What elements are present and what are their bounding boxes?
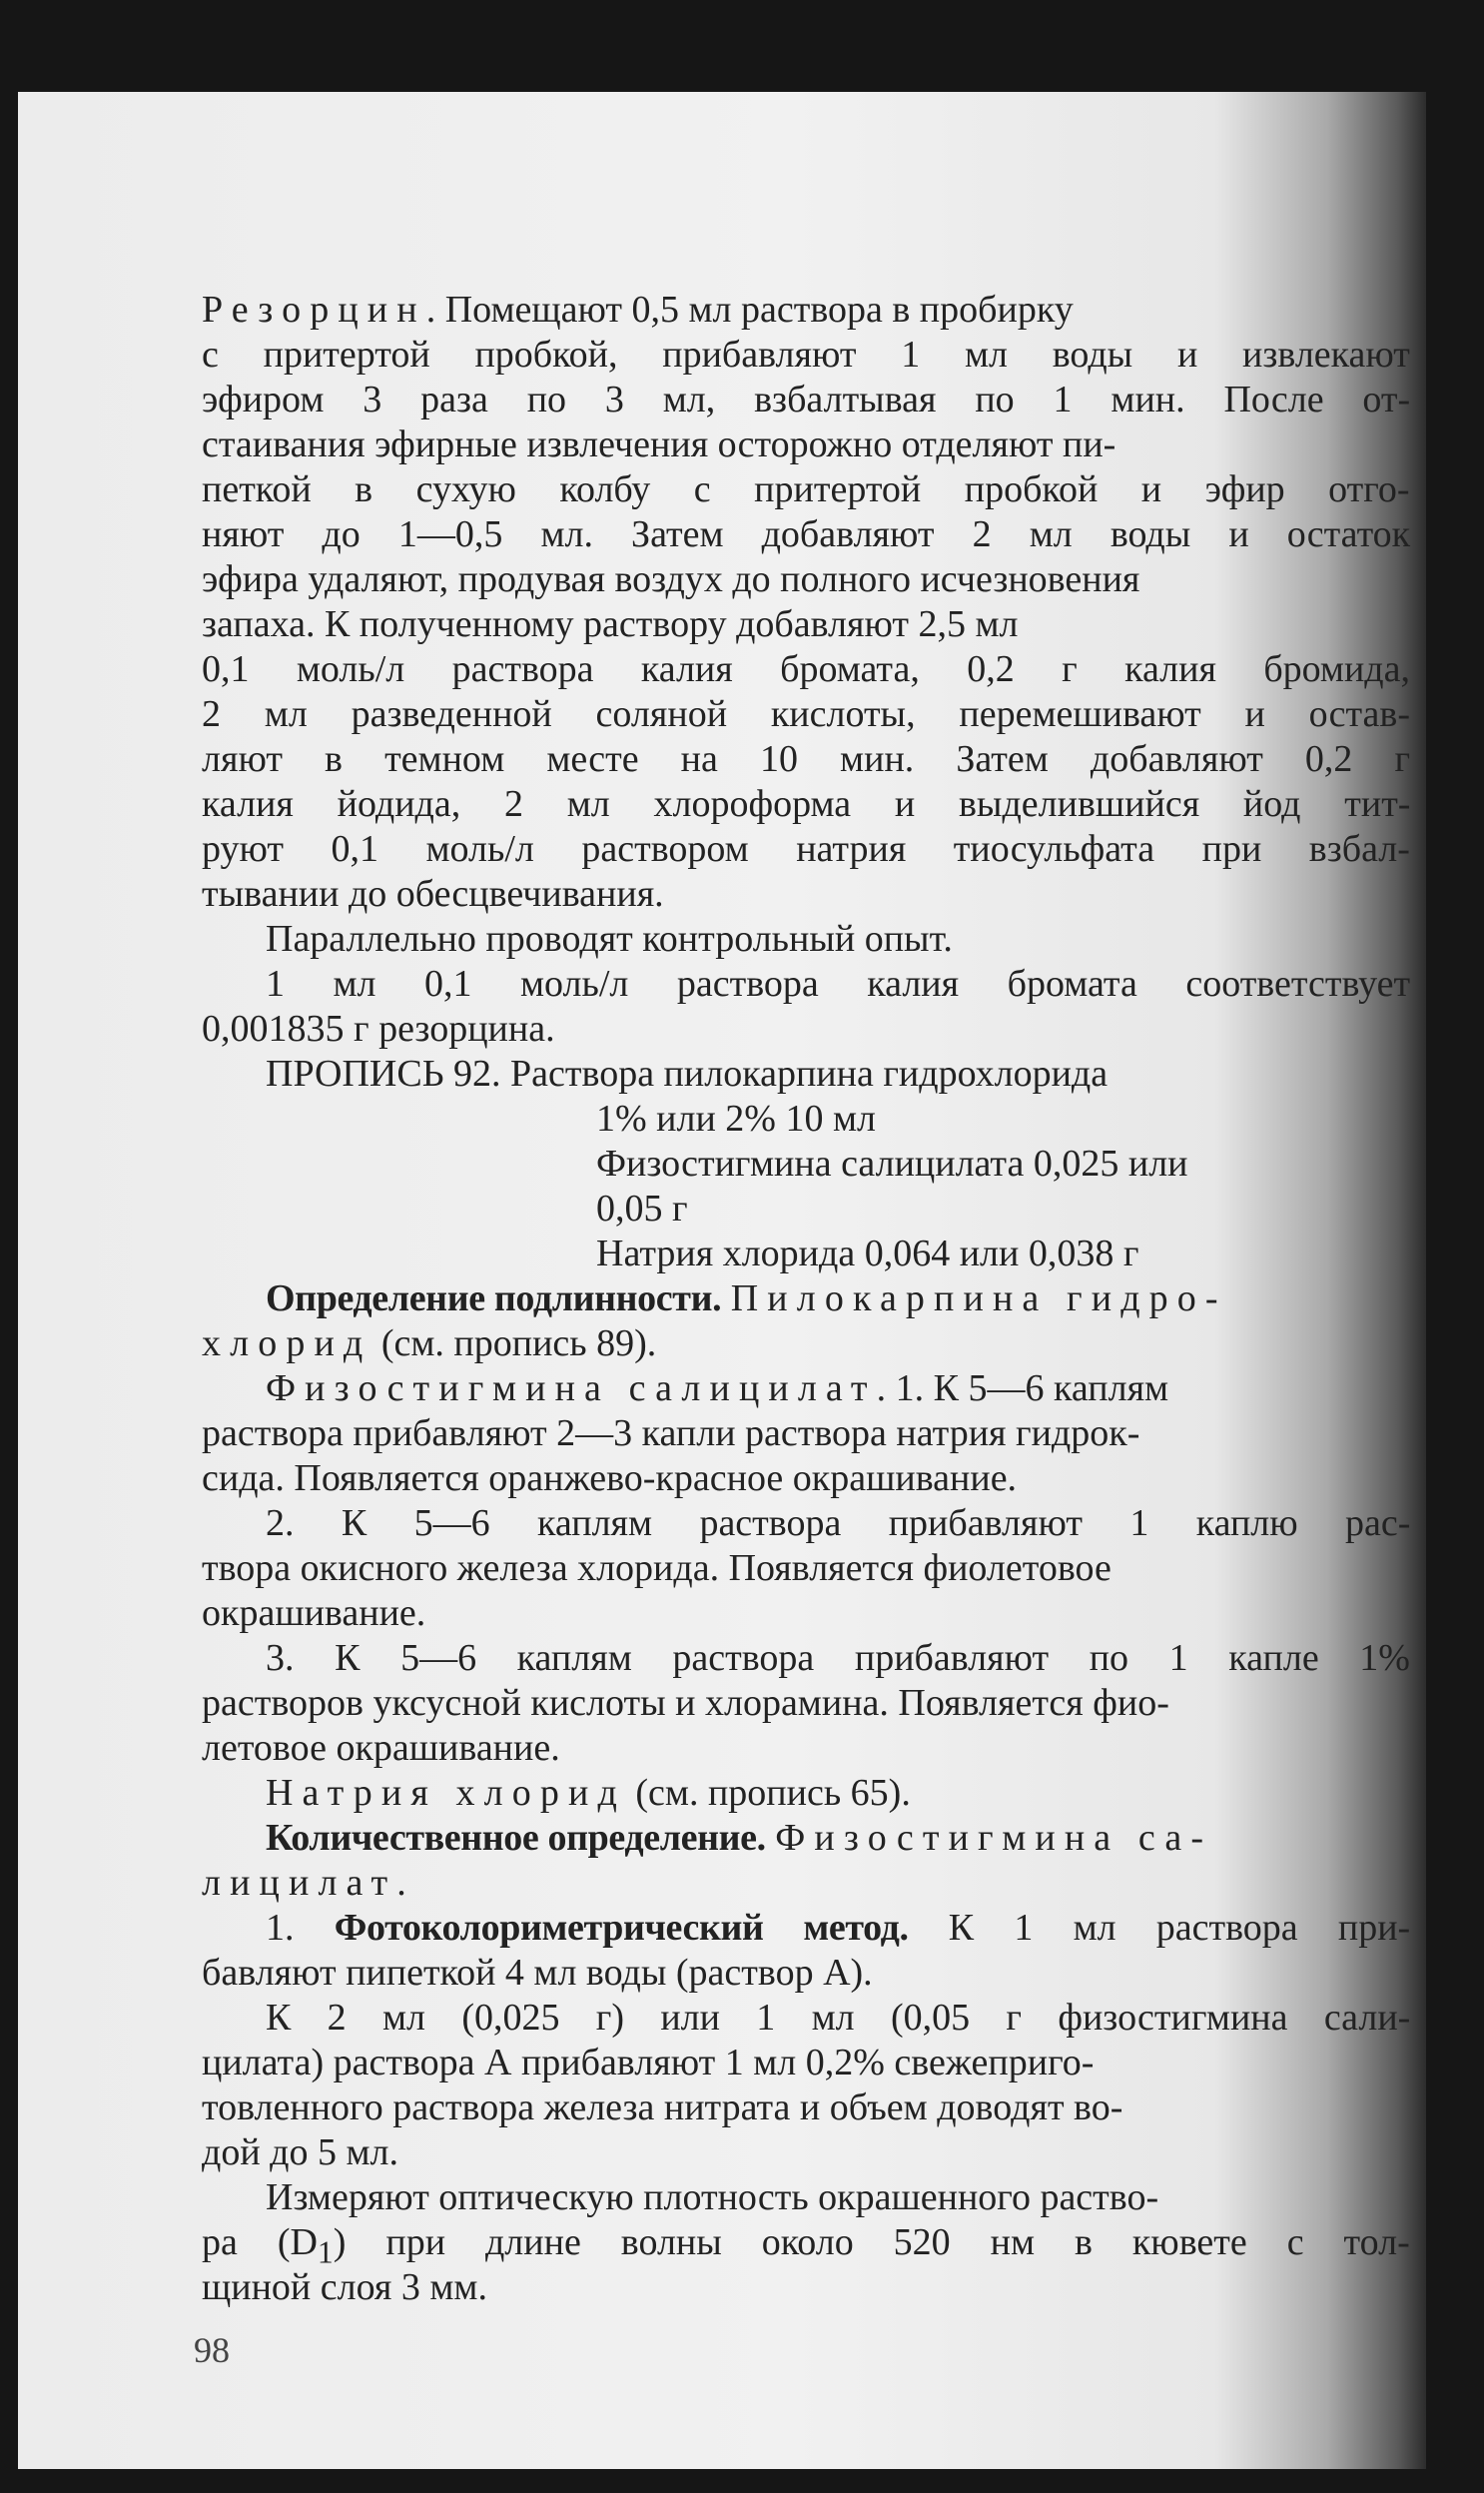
text-line (202, 378, 1410, 422)
text-line (202, 1501, 1410, 1546)
text-run: 1 мл 0,1 моль/л раствора калия бромата соответствует (266, 963, 1411, 1005)
text-run: 0,1 моль/л раствора калия бромата, 0,2 г калия бромида, (202, 648, 1411, 690)
text-run: запаха. К полученному раствору добавляют 2,5 мл (202, 603, 1019, 645)
text-run: (см. пропись 89). (371, 1322, 657, 1364)
text-run: Параллельно проводят контрольный опыт. (266, 918, 953, 960)
text-line (202, 1726, 560, 1771)
text-line (202, 782, 1410, 827)
text-line (202, 512, 1410, 557)
text-line (202, 333, 1410, 378)
page-number: 98 (194, 2330, 230, 2370)
text-line (202, 1591, 425, 1636)
text-run: К 1 мл раствора при- (908, 1907, 1411, 1949)
text-line (202, 1097, 876, 1142)
spaced-term: Пилокарпина гидро- (730, 1277, 1227, 1319)
text-line (202, 647, 1410, 692)
text-line (202, 1546, 1112, 1591)
text-run: тывании до обесцвечивания. (202, 873, 664, 915)
text-run: ра (D (202, 2221, 318, 2263)
text-line (202, 1861, 406, 1906)
text-line (202, 1052, 1108, 1097)
text-run: с притертой пробкой, прибавляют 1 мл воды и извлекают (202, 334, 1410, 376)
text-run: 0,001835 г резорцина. (202, 1008, 555, 1050)
text-line (202, 1276, 1227, 1321)
text-run: Натрия хлорида 0,064 или 0,038 г (596, 1233, 1139, 1274)
text-run: летовое окрашивание. (202, 1727, 560, 1769)
text-line (202, 1906, 1410, 1951)
text-run: 1. (266, 1907, 335, 1949)
text-run: ПРОПИСЬ 92. Раствора пилокарпина гидрохлорида (266, 1053, 1109, 1095)
text-line (202, 467, 1410, 512)
text-run: твора окисного железа хлорида. Появляется фиолетовое (202, 1547, 1112, 1589)
text-run: (см. пропись 65). (625, 1772, 911, 1814)
spaced-term: Натрия хлорид (266, 1772, 626, 1814)
text-line (202, 1007, 555, 1052)
text-run: . 1. К 5—6 каплям (876, 1367, 1169, 1409)
text-line (202, 737, 1410, 782)
text-line (202, 962, 1410, 1007)
text-run: растворов уксусной кислоты и хлорамина. Появляется фио- (202, 1682, 1169, 1724)
text-run: Физостигмина салицилата 0,025 или (596, 1143, 1188, 1185)
text-run: калия йодида, 2 мл хлороформа и выделившийся йод тит- (202, 783, 1411, 825)
text-run: . (396, 1862, 406, 1904)
text-run: щиной слоя 3 мм. (202, 2266, 487, 2308)
text-run: руют 0,1 моль/л раствором натрия тиосульфата при взбал- (202, 828, 1410, 870)
text-line (202, 827, 1410, 872)
text-line (202, 602, 1019, 647)
book-page (18, 92, 1426, 2469)
text-line (202, 1321, 656, 1366)
text-run: раствора прибавляют 2—3 капли раствора натрия гидрок- (202, 1412, 1140, 1454)
spaced-term: лицилат (202, 1862, 397, 1904)
text-run: ) при длине волны около 520 нм в кювете с тол- (333, 2221, 1410, 2263)
bold-heading: Фотоколориметрический метод. (334, 1907, 909, 1949)
text-run: няют до 1—0,5 мл. Затем добавляют 2 мл воды и остаток (202, 513, 1411, 555)
text-run: 2. К 5—6 каплям раствора прибавляют 1 каплю рас- (266, 1502, 1411, 1544)
text-line (202, 1816, 1212, 1861)
spaced-term: Резорцин (202, 289, 426, 331)
text-run: ляют в темном месте на 10 мин. Затем добавляют 0,2 г (202, 738, 1411, 780)
text-line (202, 2130, 398, 2175)
text-line (202, 1996, 1410, 2041)
text-line (202, 1456, 1017, 1501)
text-line (202, 1951, 873, 1996)
text-run: дой до 5 мл. (202, 2131, 399, 2173)
text-line (202, 872, 664, 917)
text-run: стаивания эфирные извлечения осторожно отделяют пи- (202, 423, 1116, 465)
text-line (202, 1411, 1139, 1456)
bold-heading: Определение подлинности. (266, 1277, 722, 1319)
text-line (202, 422, 1115, 467)
spaced-term: Физостигмина са- (775, 1817, 1213, 1859)
text-line (202, 1636, 1410, 1681)
text-run (766, 1817, 776, 1859)
spaced-term: хлорид (202, 1322, 372, 1364)
text-run: 2 мл разведенной соляной кислоты, перемешивают и остав- (202, 693, 1411, 735)
text-run: Измеряют оптическую плотность окрашенного раство- (266, 2176, 1159, 2218)
text-line (202, 1142, 1188, 1187)
text-line (202, 288, 1074, 333)
text-run: К 2 мл (0,025 г) или 1 мл (0,05 г физостигмина сали- (266, 1997, 1411, 2039)
text-run: 1 (317, 2234, 334, 2270)
text-run: петкой в сухую колбу с притертой пробкой и эфир отго- (202, 468, 1410, 510)
text-line (202, 1366, 1168, 1411)
text-line (202, 692, 1410, 737)
text-run: бавляют пипеткой 4 мл воды (раствор А). (202, 1952, 873, 1994)
page-text (202, 288, 1410, 2310)
text-line (202, 557, 1139, 602)
spaced-term: Физостигмина салицилат (266, 1367, 877, 1409)
text-line (202, 1232, 1138, 1276)
text-line (202, 917, 953, 962)
text-line (202, 2175, 1158, 2220)
text-run: цилата) раствора А прибавляют 1 мл 0,2% свежеприго- (202, 2042, 1095, 2083)
text-run: 1% или 2% 10 мл (596, 1098, 876, 1140)
text-line (202, 2220, 1410, 2270)
text-line (202, 2041, 1094, 2085)
text-run: сида. Появляется оранжево-красное окрашивание. (202, 1457, 1018, 1499)
text-line (202, 2085, 1122, 2130)
text-line (202, 1771, 911, 1816)
text-run: товленного раствора железа нитрата и объем доводят во- (202, 2086, 1123, 2128)
text-run (721, 1277, 731, 1319)
text-run: . Помещают 0,5 мл раствора в пробирку (425, 289, 1074, 331)
text-line (202, 2265, 487, 2310)
text-run: окрашивание. (202, 1592, 426, 1634)
text-line (202, 1187, 688, 1232)
text-run: эфиром 3 раза по 3 мл, взбалтывая по 1 мин. После от- (202, 379, 1411, 420)
text-run: эфира удаляют, продувая воздух до полного исчезновения (202, 558, 1140, 600)
bold-heading: Количественное определение. (266, 1817, 766, 1859)
text-line (202, 1681, 1169, 1726)
text-run: 0,05 г (596, 1188, 688, 1230)
text-run: 3. К 5—6 каплям раствора прибавляют по 1 капле 1% (266, 1637, 1410, 1679)
